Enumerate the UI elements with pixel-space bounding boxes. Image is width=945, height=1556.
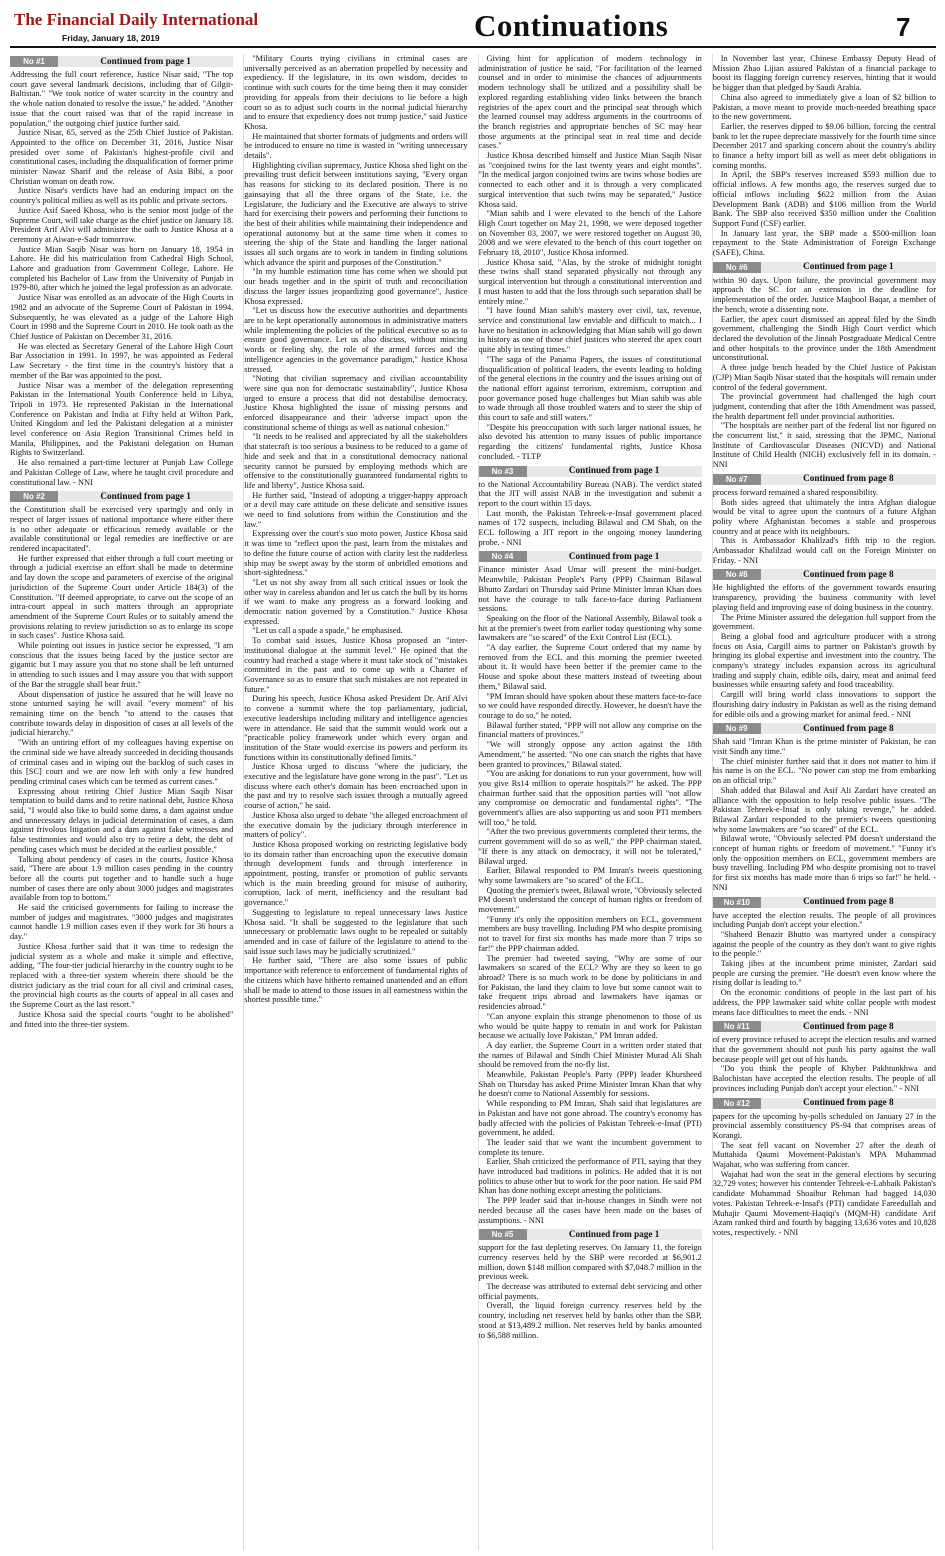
story-paragraph: "It needs to be realised and appreciated by all the stakeholders that statecraft is too serious a business to be reduced to a game of hide and seek and that in a constitutional democracy national security cannot be pursued by employing methods which are offensive to the constitutionally guaranteed fundamental rights to life and liberty", Justice Khosa said. (244, 432, 468, 490)
story-paragraph: He highlighted the efforts of the government towards ensuring transparency, providing the business community with level playing field and improving ease of doing business in the country. (712, 583, 936, 612)
story-paragraph: Overall, the liquid foreign currency reserves held by the country, including net reserves held by banks other than the SBP, stood at $13,489.2 million. Net reserves held by banks amounted to $6,588 million. (478, 1301, 702, 1340)
story-paragraph: In April, the SBP's reserves increased $593 million due to official inflows. A few months ago, the reserves surged due to official inflows including $622 million from the Asian Development Bank (ADB) and $106 million from the World Bank. The SBP also received $350 million under the Coalition Support Fund (CSF) earlier. (712, 170, 936, 228)
issue-date: Friday, January 18, 2019 (62, 33, 160, 43)
story-number-badge: No #4 (479, 551, 527, 562)
story (713, 723, 936, 892)
story (479, 54, 702, 462)
story-paragraph: A day earlier, the Supreme Court in a written order stated that the names of Bilawal and Sindh Chief Minister Murad Ali Shah should be removed from the no-fly list. (478, 1040, 702, 1070)
story-paragraph: The seat fell vacant on November 27 after the death of Muttahida Qaumi Movement-Pakistan's MPA Muhammad Wajahat, who was suffering from cancer. (712, 1140, 936, 1170)
story-paragraph: support for the fast depleting reserves. On January 11, the foreign currency reserves held by the SBP were recorded at $6,901.2 million, down $148 million compared with $7,048.7 million in the previous week. (478, 1243, 702, 1282)
story-continued-label: Continued from page 8 (803, 722, 894, 733)
story-number-badge: No #6 (713, 262, 761, 273)
story-paragraph: Quoting the premier's tweet, Bilawal wrote, "Obviously selected PM doesn't understand the concept of human rights or freedom of movement." (478, 885, 702, 915)
story-paragraph: "With an untiring effort of my colleagues having expertise on the criminal side we have already succeeded in deciding thousands of criminal cases and in wiping out the backlog of such cases in this [SC] court and we are now left with only a few hundred pending criminal cases which can be termed as current cases." (10, 738, 234, 786)
story-paragraph: "The hospitals are neither part of the federal list nor figured on the concurrent list," it said, stressing that the JPMC, National Institute of Cardiovascular Diseases (NICVD) and National Institute of Child Health (NICH) exclusively fell in its domain. - NNI (712, 421, 936, 470)
story-paragraph: Justice Nisar, 65, served as the 25th Chief Justice of Pakistan. Appointed to the office on December 31, 2016, Justice Nisar presided over some of Pakistan's highest-profile civil and constitutional cases, including the disqualification of former prime minister Nawaz Sharif and the release of Asia Bibi, a poor Christian woman on death row. (10, 128, 234, 186)
story (713, 569, 936, 719)
column (478, 54, 702, 1550)
story-paragraph: Suggesting to legislature to repeal unnecessary laws Justice Khosa said. "It shall be suggested to the legislature that such unnecessary or problematic laws ought to be repealed or suitably amended and in case of failure of the legislature to attend to the said issue such laws may be judicially scrutinized." (244, 907, 468, 956)
story-continued-label: Continued from page 8 (803, 896, 894, 907)
story-number-badge: No #9 (713, 723, 761, 734)
story-paragraph: "Mian sahib and I were elevated to the bench of the Lahore High Court together on May 21, 1998, we were deposed together on November 03, 2007, we were restored together on August 30, 2008 and we were elevated to the bench of this court together on February 18, 2010", Justice Khosa informed. (478, 209, 702, 258)
story-header (479, 466, 702, 477)
story-paragraph: Shah added that Bilawal and Asif Ali Zardari have created an alliance with the opposition to help resolve public issues. "The Pakistan Tehreek-e-Insaf is only taking revenge," he added. Bilawal Zardari responded to the premier's tweets questioning why some lawmakers are "so scared" of the ECL. (712, 785, 936, 834)
story-paragraph: Both sides agreed that ultimately the intra Afghan dialogue would be vital to agree upon the contours of a future Afghan polity where Afghanistan becomes a stable and prosperous country and at peace with its neighbours. (712, 497, 936, 536)
story-header (713, 723, 936, 734)
story-paragraph: Highlighting civilian supremacy, Justice Khosa shed light on the prevailing trust deficit between institutions saying, "Every organ has reasons for sticking to its declared position. There is no gainsaying that all the three organs of the State, i.e. the Legislature, the Judiciary and the Executive are always to strive hard for exercising their powers and performing their functions to the best of their abilities while maintaining their independence and operational autonomy but at the same time when it comes to steering the ship of the State and handling the larger national issues all such organs are to work in tandem in finding solutions which advance the spirit and purposes of the Constitution." (244, 160, 468, 267)
story (713, 1021, 936, 1093)
story-paragraph: Last month, the Pakistan Tehreek-e-Insaf government placed names of 172 suspects, including Bilawal and CM Shah, on the ECL following a JIT report in the ongoing money laundering probe. - NNI (478, 508, 702, 547)
story-paragraph: Bilawal further stated, "PPP will not allow any comprise on the financial matters of provinces." (478, 720, 702, 740)
story (10, 491, 233, 1029)
story-header (10, 491, 233, 502)
column (712, 54, 936, 1550)
story-number-badge: No #3 (479, 466, 527, 477)
story (479, 1229, 702, 1340)
story-paragraph: "Noting that civilian supremacy and civilian accountability were sine qua non for democratic sustainability", Justice Khosa urged to ensure a process that did not destabilise democracy. Justice Khosa highlighted the issue of missing persons and enforced disappearance and their 'adverse impact upon the constitutional scheme of things as well as national cohesion." (244, 374, 468, 432)
story-paragraph: have accepted the election results. The people of all provinces including Punjab don't accept your election." (712, 910, 936, 930)
story-paragraph: "PM Imran should have spoken about these matters face-to-face so we could have responded directly. However, he doesn't have the courage to do so," he noted. (478, 691, 702, 720)
story-number-badge: No #1 (10, 56, 58, 67)
story-paragraph: process forward remained a shared responsibility. (712, 487, 879, 497)
story-paragraph: Wajahat had won the seat in the general elections by securing 32,729 votes; however his contender Tehreek-e-Labbaik Pakistan's candidate Muhammad Shoaibur Rehman had bagged 14,030 votes. Pakistan Tehreek-e-Insaf's (PTI) candidate Fareedullah and Muhajir Qaumi Movement-Haqiqi's (MQM-H) candidate Arif Azam ranked third and fourth by bagging 13,636 votes and 10,828 votes, respectively. - NNI (712, 1169, 936, 1237)
story-paragraph: The provincial government had challenged the high court judgment, contending that after the 18th Amendment was passed, the health department fell under provincial authorities. (712, 392, 936, 421)
story-paragraph: "After the two previous governments completed their terms, the current government will do so as well," the PPP chairman stated. "If there is any attack on democracy, it will not be tolerated," Bilawal urged. (478, 827, 702, 866)
story-paragraph: A three judge bench headed by the Chief Justice of Pakistan (CJP) Mian Saqib Nisar stated that the hospitals will remain under control of the federal government. (712, 363, 936, 392)
story-paragraph: "Let us call a spade a spade," he emphasised. (252, 626, 403, 636)
story-paragraph: "In my humble estimation time has come when we should put our heads together and in the spirit of truth and reconciliation discuss the larger issues jeopardizing good governance", Justice Khosa expressed. (244, 267, 468, 306)
column (243, 54, 467, 1550)
story-paragraph: "The saga of the Panama Papers, the issues of constitutional disqualification of political leaders, the events leading to holding of the general elections in the country and the issues arising out of the national effort against terrorism, extremism, corruption and poor governance posed huge challenges but Mian sahib was able to wade through all those troubled waters and to steer the ship of this court to safe and still waters." (478, 354, 702, 423)
story-paragraph: Giving hint for application of modern technology in administration of justice he said, "For facilitation of the learned counsel and in order to minimise the chances of adjournments modern technology shall be utilized and a possibility shall be explored regarding establishing video links between the branch registries of the apex court and the principal seat through which the learned counsel may address arguments in the courtrooms of the branch registries and appropriate benches of SC may hear those arguments at the principal seat in real time and decide cases." (478, 54, 702, 151)
story-paragraph: "A day earlier, the Supreme Court ordered that my name by removed from the ECL and this morning the premier tweeted about it. It would have been better if the premier came to the House and spoke about these matters instead of tweeting about them," Bilawal said. (478, 643, 702, 691)
story-paragraph: The chief minister further said that it does not matter to him if his name is on the ECL. "No power can stop me from embarking on an official trip." (712, 756, 936, 786)
story (713, 262, 936, 470)
story-continued-label: Continued from page 8 (803, 1097, 894, 1108)
story-paragraph: Justice Khosa also urged to debate "the alleged encroachment of the executive domain by the judiciary through interference in matters of policy". (244, 810, 468, 840)
story-paragraph: While pointing out issues in justice sector he expressed, "I am conscious that the issues being faced by the justice sector are gigantic but I may assure you that no stone shall be left unturned in attending to such issues and I may assure you that with support of the Bar the struggle shall bear fruit." (10, 641, 234, 689)
story-paragraph: He further said, "Instead of adopting a trigger-happy approach or a devil may care attitude on these delicate and sensitive issues we need to find solutions from within the Constitution and the law." (244, 490, 468, 529)
story-paragraph: "I have found Mian sahib's mastery over civil, tax, revenue, service and constitutional law enviable and difficult to match... I have no hesitation in acknowledging that Mian sahib will go down in history as one of those chief justices who steered the apex court quite ably in testing times." (478, 306, 702, 355)
story-paragraph: "Do you think the people of Khyber Pakhtunkhwa and Balochistan have accepted the election results. The people of all provinces including Punjab don't accept your election." - NNI (712, 1064, 936, 1093)
story (713, 54, 936, 258)
story-paragraph: "Funny it's only the opposition members on ECL, government members are busy travelling. Including PM who despite promising not to travel for first six months has made more than 7 trips so far!" the PPP chairman added. (478, 914, 702, 953)
story-paragraph: Meanwhile, Pakistan People's Party (PPP) leader Khursheed Shah on Thursday has asked Prime Minister Imran Khan that why he doesn't come to National Assembly for sessions. (478, 1070, 702, 1099)
story-continued-label: Continued from page 8 (803, 569, 894, 580)
story-paragraph: "Shaheed Benazir Bhutto was martyred under a conspiracy against the people of the country as they don't want to give rights to the people." (712, 929, 936, 959)
story-header (479, 551, 702, 562)
story-header (713, 569, 936, 580)
story-paragraph: About dispensation of justice he assured that he will leave no stone unturned saying he will avail "every moment" of his remaining time on the bench "to attend to the causes that contribute towards delay in disposition of cases at all levels of the judicial hierarchy." (10, 689, 234, 738)
story-paragraph: Expressing over the court's suo moto power, Justice Khosa said it was time to "reflect upon the past, learn from the mistakes and to define the future course of action with clarity lest the rudderless ship may be swept away by the storm of unbridled emotions and short-sightedness." (244, 529, 468, 578)
story-paragraph: Justice Khosa further said that it was time to redesign the judicial system as a whole and make it simple and effective, adding, "The four-tier judicial hierarchy in the country ought to be replaced with a three-tier system wherein there should be the district judiciary as the trial court for all civil and criminal cases, the provincial high courts as the courts of appeal in all cases and the Supreme Court as the last resort." (10, 941, 234, 1010)
story (10, 56, 233, 487)
story (479, 466, 702, 548)
story-number-badge: No #2 (10, 491, 58, 502)
story-paragraph: within 90 days. Upon failure, the provincial government may approach the SC for an extension in the deadline for implementation of the order. Justice Maqbool Baqar, a member of the bench, wrote a dissenting note. (712, 275, 936, 314)
story-paragraph: "You are asking for donations to run your government, how will you give Rs14 million to operate hospitals?" he asked. The PPP chairman further said that the opposition parties will "not allow any compromise on democratic and fundamental rights". "The government's allies are also supporting us and soon PTI members will too," he told. (478, 769, 702, 827)
story-continued-label: Continued from page 1 (568, 1228, 660, 1239)
story-paragraph: China also agreed to immediately give a loan of $2 billion to Pakistan, a move meant to provide much-needed breathing space to the new government. (712, 92, 936, 122)
story-number-badge: No #12 (713, 1098, 761, 1109)
story-paragraph: He also remained a part-time lecturer at Punjab Law College and Pakistan College of Law, where he taught civil procedure and constitutional law. - NNI (10, 458, 234, 487)
story-paragraph: Justice Khosa said the special courts "ought to be abolished" and fitted into the three-tier system. (10, 1009, 234, 1029)
story-number-badge: No #8 (713, 569, 761, 580)
story-paragraph: "Let us not shy away from all such critical issues or look the other way in careless abandon and let us catch the bull by its horns if we want to make any progress as a forward looking and democratic nation governed by a Constitution." Justice Khosa expressed. (244, 577, 468, 626)
story-continued-label: Continued from page 1 (100, 55, 191, 66)
story-paragraph: Addressing the full court reference, Justice Nisar said, "The top court gave several landmark decisions, including that of Gilgit-Baltistan." "We took notice of water scarcity in the country and the whole nation donated to resolve the issue," he added. "Another issue that the court raised was that of the rapid increase in population," the outgoing chief justice further said. (10, 70, 234, 128)
masthead-rule (10, 46, 936, 48)
story-paragraph: Earlier, Shah criticized the performance of PTI, saying that they have introduced bad traditions in politics. He added that it is not politics to abuse other but to work for the poor nation. He said PM Khan has done nothing except arresting the politicians. (478, 1157, 702, 1196)
story-paragraph: to the National Accountability Bureau (NAB). The verdict stated that the JIT will assist NAB in the investigation and submit a report to the court within 15 days. (478, 479, 702, 508)
story-continued-label: Continued from page 1 (568, 465, 660, 476)
story-paragraph: Justice Nisar was enrolled as an advocate of the High Courts in 1982 and an advocate of the Supreme Court of Pakistan in 1994. Subsequently, he was elevated as a judge of the Lahore High Court in 1998 and the Supreme Court in 2010. He took oath as the Chief Justice of Pakistan on December 31, 2016. (10, 293, 234, 341)
story-paragraph: He said the criticised governments for failing to increase the number of judges and magistrates. "3000 judges and magistrates cannot handle 1.9 million cases even if they work for 36 hours a day." (10, 903, 234, 942)
masthead (0, 0, 945, 46)
story (244, 54, 467, 1005)
story-paragraph: Justice Nisar's verdicts have had an enduring impact on the country's political milieu as well as its public and private sectors. (10, 186, 234, 206)
story-paragraph: The premier had tweeted saying, "Why are some of our lawmakers so scared of the ECL? Why are they so keen to go abroad? There is so much work to be done by politicians in and for Pakistan, the land they claim to love but some cannot wait to take frequent trips abroad and lawmakers have iqamas or residencies abroad." (478, 953, 702, 1012)
story-header (713, 474, 936, 485)
story-paragraph: He maintained that shorter formats of judgments and orders will be introduced to ensure no time is wasted in "writing unnecessary details". (244, 131, 468, 161)
story-paragraph: During his speech, Justice Khosa asked President Dr. Arif Alvi to convene a summit where the top parliamentary, judicial, executive leaderships including military and intelligence agencies were in attendance. He said that the summit would work out a "practicable policy framework under which every organ and institution of the State would exercise its powers and perform its functions within its constitutionally defined limits." (244, 694, 468, 762)
story-paragraph: This is Ambassador Khalilzad's fifth trip to the region. Ambassador Khalilzad would call on the Foreign Minister on Friday. - NNI (712, 536, 936, 565)
article-columns (10, 54, 936, 1550)
story-paragraph: papers for the upcoming by-polls scheduled on January 27 in the provincial assembly constituency PS-94 that comprises areas of Korangi. (712, 1111, 936, 1140)
story-paragraph: Taking jibes at the incumbent prime minister, Zardari said people are cursing the premier. "He doesn't even know where the rising dollar is leading to." (712, 959, 936, 988)
story-paragraph: The PPP leader said that in-house changes in Sindh were not needed because all the cases have been made on the bases of assumptions. - NNI (478, 1196, 702, 1225)
story-number-badge: No #7 (713, 474, 761, 485)
story (713, 474, 936, 566)
story-header (479, 1229, 702, 1240)
section-title: Continuations (474, 8, 669, 43)
story-paragraph: Speaking on the floor of the National Assembly, Bilawal took a hit at the premier's tweet from earlier today questioning why some lawmakers are "so scared" of the Exit Control List (ECL). (478, 613, 702, 643)
story-paragraph: He further said, "There are also some issues of public importance with reference to enforcement of fundamental rights of the citizens which have hitherto remained unattended and an effort shall be made to attend to those issues in all earnestness within the shortest possible time." (244, 956, 468, 1005)
story-header (10, 56, 233, 67)
story-paragraph: The leader said that we want the incumbent government to complete its tenure. (478, 1137, 702, 1157)
story-paragraph: He was elected as Secretary General of the Lahore High Court Bar Association in 1991. In 1997, he was appointed as Federal Law Secretary - the first time in the country's history that a member of the Bar was appointed to the post. (10, 341, 234, 380)
story-paragraph: Earlier, the apex court dismissed an appeal filed by the Sindh government, challenging the Sindh High Court verdict which declared the devolution of the Jinnah Postgraduate Medical Centre and other hospitals to the province under the 18th Amendment unconstitutional. (712, 314, 936, 363)
story-paragraph: In January last year, the SBP made a $500-million loan repayment to the State Administration of Foreign Exchange (SAFE), China. (712, 228, 936, 258)
story-continued-label: Continued from page 1 (568, 551, 660, 562)
story-paragraph: "Can anyone explain this strange phenomenon to those of us who would be quite happy to remain in and work for Pakistan because we actually love Pakistan," PM Imran added. (478, 1011, 702, 1041)
story (713, 1098, 936, 1238)
story-header (713, 1098, 936, 1109)
story-paragraph: While responding to PM Imran, Shah said that legislatures are in Pakistan and have not gone abroad. The country's economy has badly affected with the policies of Pakistan Tehreek-e-Insaf (PTI) government, he added. (478, 1099, 702, 1138)
story (479, 551, 702, 1225)
story-paragraph: He further expressed that either through a full court meeting or through a judicial exercise an effort shall be made to determine and lay down the scope and parameters of exercise of the original jurisdiction of the Supreme Court under Article 184(3) of the Constitution. "If deemed appropriate, to carve out the scope of an intra-court appeal in such matters through an appropriate amendment of the Supreme Court Rules or to suitably amend the provisions relating to review jurisdiction so as to enlarge its scope in such cases". Justice Khosa said. (10, 553, 234, 641)
column (10, 54, 233, 1550)
story-header (713, 262, 936, 273)
story-paragraph: Shah said "Imran Khan is the prime minister of Pakistan, he can visit Sindh any time." (712, 737, 936, 756)
story (713, 897, 936, 1018)
story-paragraph: Being a global food and agriculture producer with a strong focus on Asia, Cargill aims to partner on Pakistan's growth by bringing its global expertise and investment into the country. The company's strategy includes expansion across its agricultural trading and supply chain, edible oils, dairy, meat and animal feed businesses while ensuring safety and food traceability. (712, 631, 936, 690)
story-header (713, 897, 936, 908)
story-paragraph: Cargill will bring world class innovations to support the flourishing dairy industry in Pakistan as well as the rising demand for edible oils and a growing market for animal feed. - NNI (712, 690, 936, 719)
story-paragraph: Bilawal wrote, "Obviously selected PM doesn't understand the concept of human rights or freedom of movement." "Funny it's only the opposition members on ECL, government members are busy travelling. Including PM who despite promising not to travel for first six months has made more than 6 trips so far!" he held. - NNI (712, 834, 936, 892)
story-paragraph: Talking about pendency of cases in the courts, Justice Khosa said, "There are about 1.9 million cases pending in the country before all the courts put together and to handle such a huge number of cases there are only about 3000 judges and magistrates available from top to bottom." (10, 854, 234, 903)
story-paragraph: Finance minister Asad Umar will present the mini-budget. Meanwhile, Pakistan People's Party (PPP) Chairman Bilawal Bhutto Zardari on Thursday said Prime Minister Imran Khan does not have the courage to talk face-to-face during Parliament sessions. (478, 565, 702, 614)
story-paragraph: Expressing about retiring Chief Justice Mian Saqib Nisar temptation to build dams and to retire national debt, Justice Khosa said, "I would also like to build some dams, a dam against undue and unnecessary delays in judicial determination of cases, a dam against frivolous litigation and a dam against fake witnesses and false testimonies and would also try to retire a debt, the debt of pending cases which must be decided at the earliest possible." (10, 786, 234, 854)
story-paragraph: "Despite his preoccupation with such larger national issues, he also devoted his attention to many issues of public importance regarding the citizens' fundamental rights, Justice Khosa concluded. - TLTP (478, 422, 702, 461)
story-paragraph: of every province refused to accept the election results and warned that the government should not push his party against the wall because people will get out of his hands. (712, 1035, 936, 1064)
story-continued-label: Continued from page 8 (803, 473, 894, 484)
story-paragraph: "Let us discuss how the executive authorities and departments are to be kept operationally autonomous in administrative matters while implementing the policies of the political executive so as to ensure good governance. Let us also discuss, without mincing words or feeling shy, the role of the armed forces and the intelligence agencies in the governance paradigm," Justice Khosa stressed. (244, 306, 468, 374)
story-paragraph: To combat said issues, Justice Khosa proposed an "inter-institutional dialogue at the summit level." He opined that the country had reached a stage where it must take stock of "mistakes committed in the past and to come up with a Charter of Governance so as to ensure that such mistakes are not repeated in future." (244, 636, 468, 694)
story-continued-label: Continued from page 1 (100, 490, 191, 501)
story-header (713, 1021, 936, 1032)
story-number-badge: No #10 (713, 897, 761, 908)
story-number-badge: No #5 (479, 1229, 527, 1240)
story-paragraph: the Constitution shall be exercised very sparingly and only in respect of larger issues of national importance where either there is no other adequate or efficacious remedy available or the available constitutional or legal remedies are ineffective or are rendered incapacitated". (10, 505, 234, 554)
story-paragraph: "Military Courts trying civilians in criminal cases are universally perceived as an aberration propelled by necessity and expediency. If the legislature, in its own wisdom, decides to continue with such courts for the time being then it may consider providing for appeals from their decisions to lie before a high court so as to adjust such courts in the normal judicial hierarchy and to ensure that expediency does not trump justice," said Justice Khosa. (244, 54, 468, 131)
story-continued-label: Continued from page 8 (803, 1020, 894, 1031)
story-paragraph: Justice Khosa said, "Alas, by the stroke of midnight tonight these twins shall stand separated physically not through any surgical intervention but through a constitutional intervention and I must hasten to add that the loss through such separation shall be entirely mine." (478, 257, 702, 306)
story-paragraph: Justice Nisar was a member of the delegation representing Pakistan in the International Youth Conference held in Libya, Tripoli in 1973. He represented Pakistan in the International Conference on Pakistan and India at Fifty held at Wilton Park, United Kingdom and led the Pakistani delegation at a minister level conference on Asia Region Transitional Crimes held in Manila, Philippines, and the Pakistani delegation on Human Rights to Switzerland. (10, 380, 234, 458)
story-paragraph: Justice Khosa proposed working on restricting legislative body to its domain rather than encroaching upon the executive domain through development funds and through interference in appointment, posting, transfer or promotion of public servants which is the main breeding ground for misuse of authority, corruption, lack of merit, inefficiency and the resultant bad governance." (244, 839, 468, 908)
story-continued-label: Continued from page 1 (803, 261, 894, 272)
page-number: 7 (896, 12, 911, 42)
story-paragraph: On the economic conditions of people in the last part of his address, the PPP lawmaker said white collar people with modest means face difficulties to meet the ends. - NNI (712, 988, 936, 1017)
newspaper-name: The Financial Daily International (14, 10, 259, 29)
story-paragraph: Earlier, Bilawal responded to PM Imran's tweets questioning why some lawmakers are "so scared" of the ECL. (478, 866, 702, 885)
story-paragraph: "We will strongly oppose any action against the 18th Amendment," he asserted. "No one can snatch the rights that have been granted to provinces," Bilawal stated. (478, 740, 702, 769)
story-number-badge: No #11 (713, 1021, 761, 1032)
story-paragraph: In November last year, Chinese Embassy Deputy Head of Mission Zhao Lijian assured Pakistan of a financial package to boost its flagging foreign currency reserves, hinting that it would be bigger than that pledged by Saudi Arabia. (712, 54, 936, 93)
story-paragraph: The decrease was attributed to external debt servicing and other official payments. (478, 1282, 702, 1301)
story-paragraph: Justice Khosa described himself and Justice Mian Saqib Nisar as "conjoined twins for the last twenty years and eight months". "In the medical jargon conjoined twins are twins whose bodies are connected to each other and it is through a very complicated surgical intervention that such twins may be separated," Justice Khosa said. (478, 151, 702, 209)
story-paragraph: The Prime Minister assured the delegation full support from the government. (712, 612, 936, 632)
story-paragraph: Justice Khosa urged to discuss "where the judiciary, the executive and the legislature have gone wrong in the past". "Let us discuss where each other's domain has been encroached upon in the past and try to resolve such issues through a mutually agreed course of action," he said. (244, 762, 468, 811)
story-paragraph: Justice Asif Saeed Khosa, who is the senior most judge of the Supreme Court, will take charge as the chief justice on January 18. President Arif Alvi will administer the oath to Justice Khosa at a ceremony at Aiwan-e-Sadr tomorrow. (10, 205, 234, 244)
story-paragraph: Earlier, the reserves dipped to $9.06 billion, forcing the central bank to let the rupee depreciate massively for the fourth time since December 2017 and sparking concern about the country's ability to finance a hefty import bill as well as meet debt obligations in coming months. (712, 121, 936, 170)
story-paragraph: Justice Mian Saqib Nisar was born on January 18, 1954 in Lahore. He did his matriculation from Cathedral High School, Lahore and graduation from Government College, Lahore. He completed his Bachelor of Law from the University of Punjab in 1979-80, after which he joined the legal profession as an advocate. (10, 244, 234, 293)
